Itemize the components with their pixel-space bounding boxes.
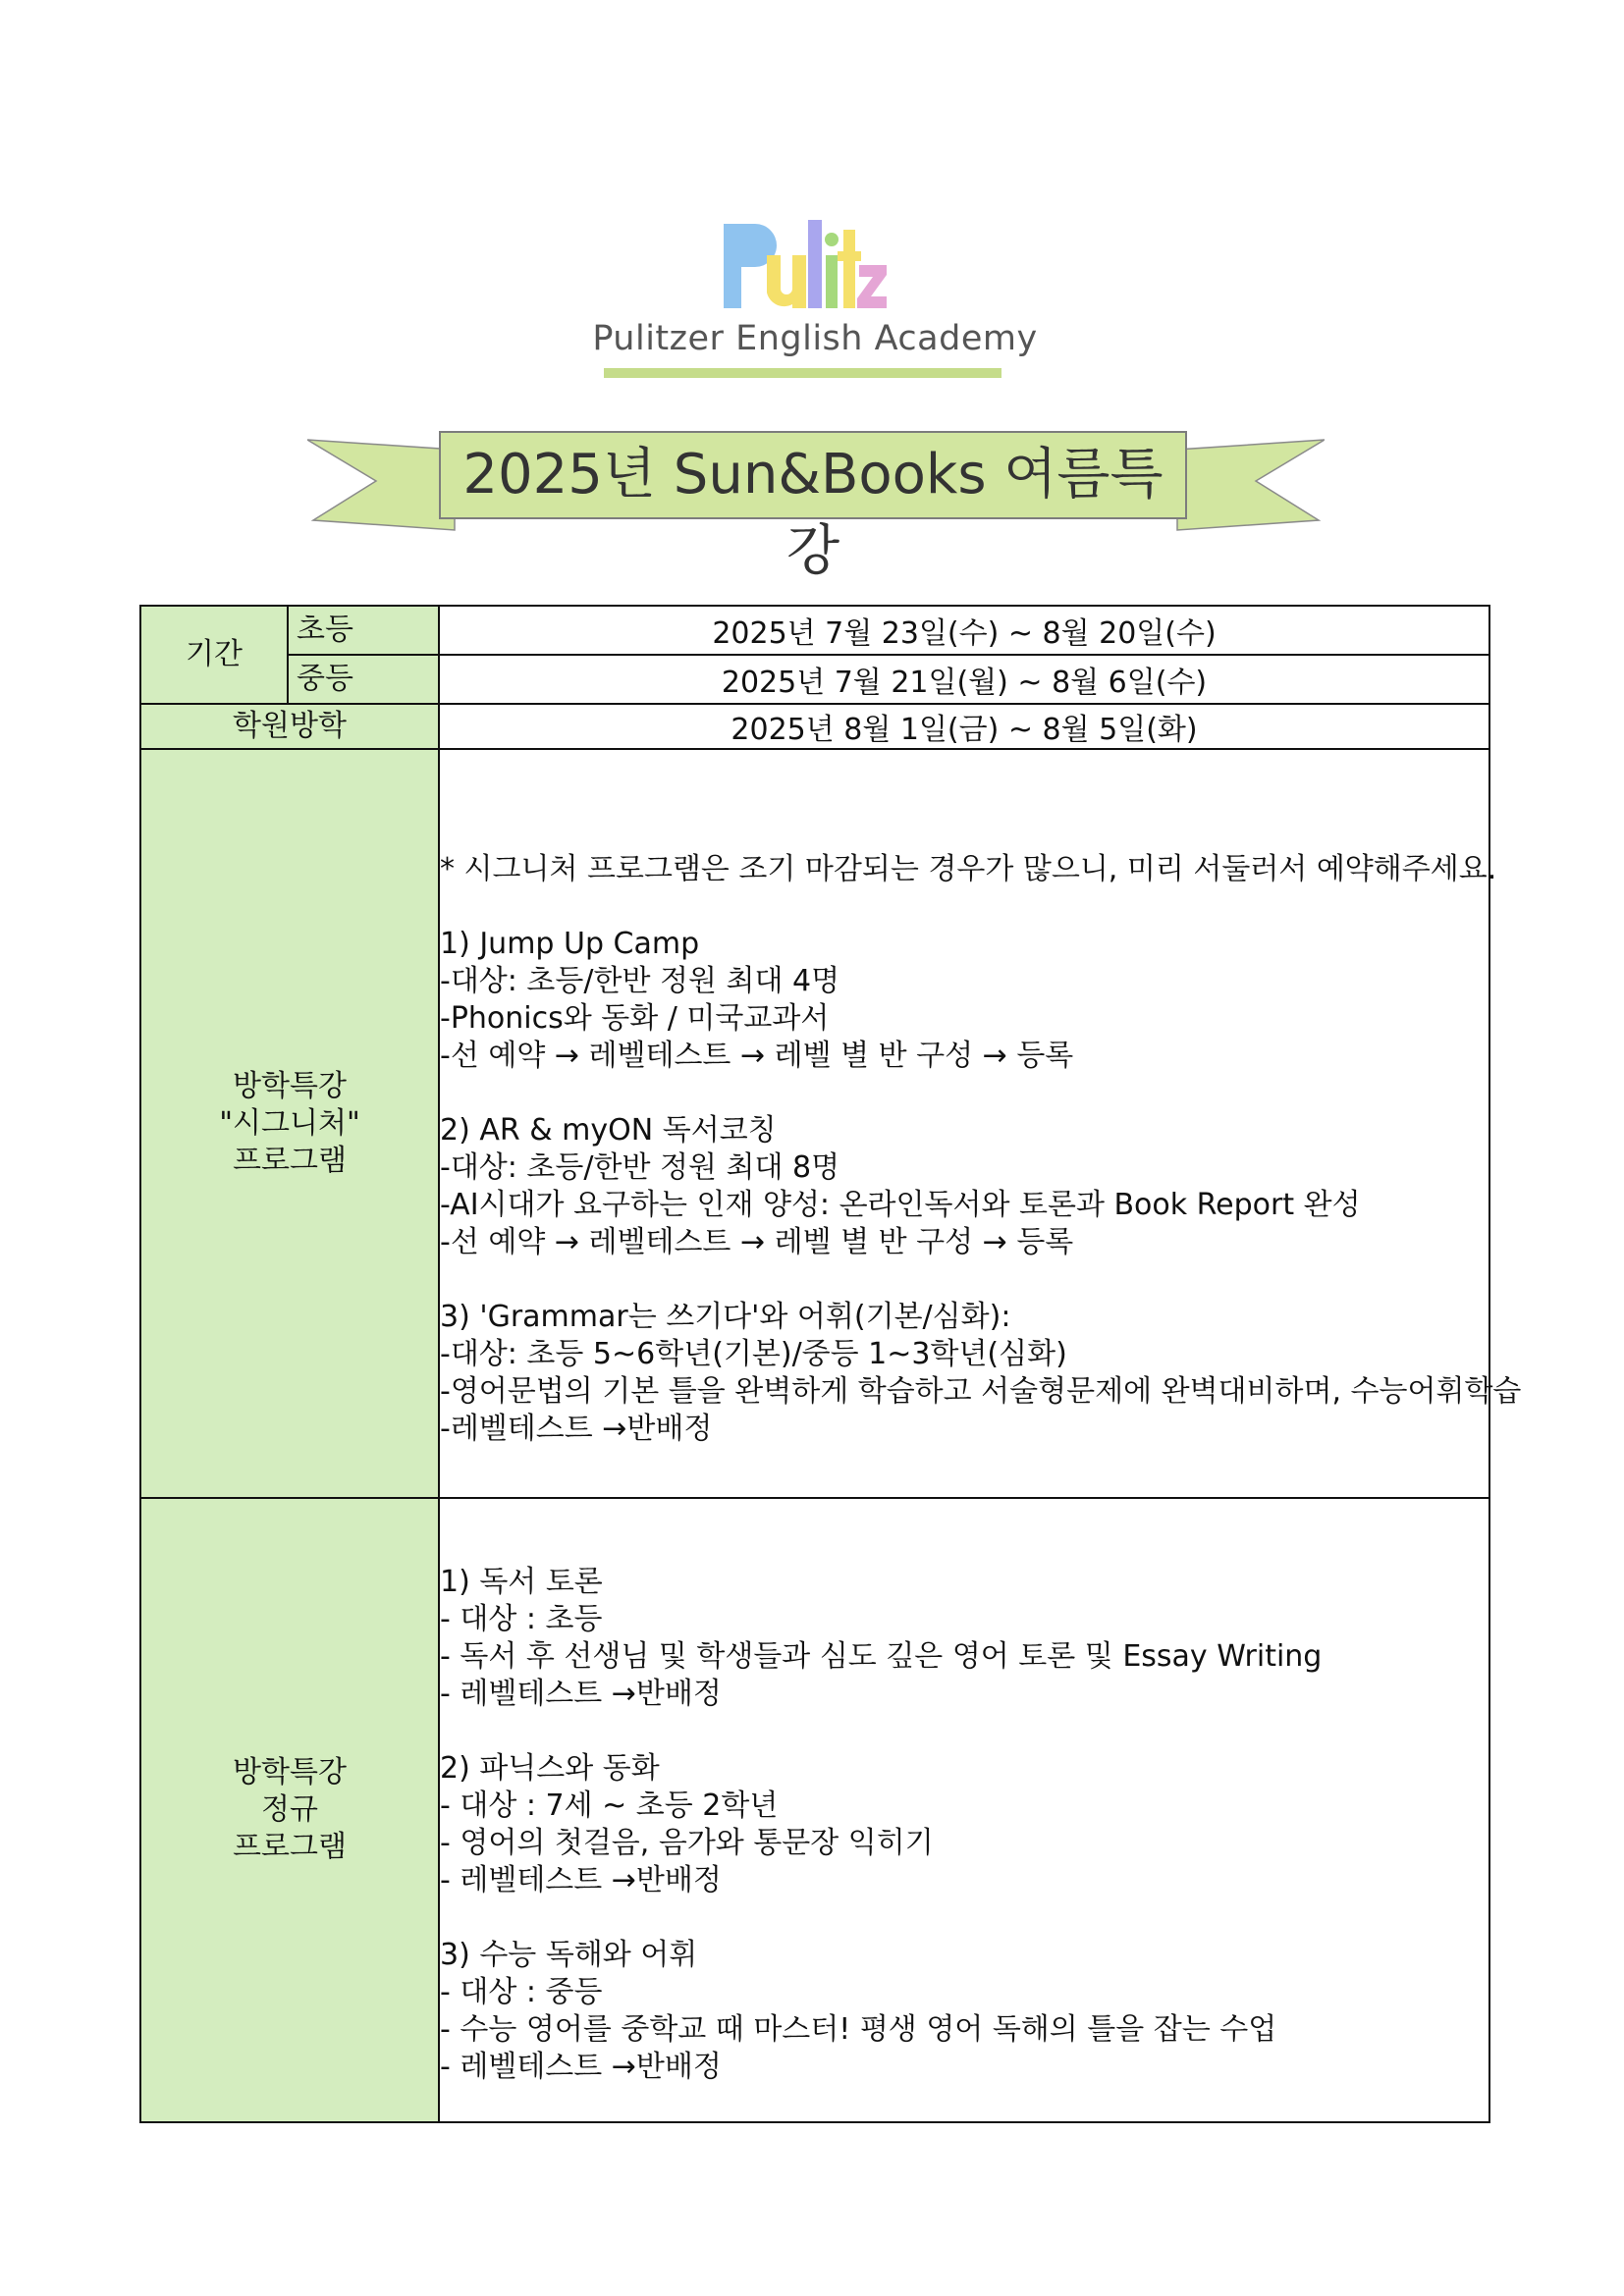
academy-logo	[589, 216, 1041, 383]
signature-line: 1) Jump Up Camp	[440, 926, 700, 961]
line-gap	[440, 1899, 1489, 1937]
signature-line: * 시그니처 프로그램은 조기 마감되는 경우가 많으니, 미리 서둘러서 예약해주세요.	[440, 851, 1497, 886]
regular-label-line: 방학특강	[233, 1755, 347, 1789]
signature-program-row	[140, 749, 1489, 1498]
signature-line: -영어문법의 기본 틀을 완벽하게 학습하고 서술형문제에 완벽대비하며, 수능어휘학습	[440, 1373, 1522, 1409]
line-gap	[440, 1075, 1489, 1112]
regular-line: - 레벨테스트 →반배정	[440, 1677, 722, 1711]
signature-line: -대상: 초등/한반 정원 최대 4명	[440, 963, 840, 998]
regular-program-content	[439, 1498, 1489, 2122]
signature-line: -대상: 초등 5~6학년(기본)/중등 1~3학년(심화)	[440, 1336, 1067, 1371]
elementary-label: 초등	[288, 606, 439, 655]
schedule-table	[139, 605, 1522, 2123]
regular-line: - 수능 영어를 중학교 때 마스터! 평생 영어 독해의 틀을 잡는 수업	[440, 2012, 1277, 2047]
logo-underline	[604, 368, 1001, 378]
academy-break-row	[140, 704, 1489, 749]
signature-label-line: 프로그램	[233, 1143, 347, 1178]
signature-program-label	[140, 749, 439, 1498]
signature-line: -대상: 초등/한반 정원 최대 8명	[440, 1149, 840, 1185]
pulitz-logo-mark	[722, 216, 889, 314]
line-gap	[440, 1261, 1489, 1299]
elementary-period-row	[140, 606, 1489, 655]
signature-line: -레벨테스트 →반배정	[440, 1411, 713, 1446]
regular-label-line: 정규	[261, 1792, 318, 1827]
signature-line: -선 예약 → 레벨테스트 → 레벨 별 반 구성 → 등록	[440, 1038, 1074, 1073]
banner-title: 2025년 Sun&Books 여름특강	[462, 443, 1164, 583]
regular-line: - 레벨테스트 →반배정	[440, 1863, 722, 1897]
line-gap	[440, 888, 1489, 926]
signature-line: 3) 'Grammar는 쓰기다'와 어휘(기본/심화):	[440, 1299, 1011, 1334]
regular-line: - 독서 후 선생님 및 학생들과 심도 깊은 영어 토론 및 Essay Writing	[440, 1639, 1323, 1674]
regular-line: 2) 파닉스와 동화	[440, 1751, 660, 1786]
middle-period: 2025년 7월 21일(월) ~ 8월 6일(수)	[439, 655, 1489, 704]
academy-break-label: 학원방학	[140, 704, 439, 749]
regular-label-line: 프로그램	[233, 1830, 347, 1864]
signature-line: -선 예약 → 레벨테스트 → 레벨 별 반 구성 → 등록	[440, 1224, 1074, 1259]
regular-program-label	[140, 1498, 439, 2122]
regular-line: - 대상 : 7세 ~ 초등 2학년	[440, 1789, 779, 1823]
academy-break-period: 2025년 8월 1일(금) ~ 8월 5일(화)	[439, 704, 1489, 749]
regular-program-row	[140, 1498, 1489, 2122]
line-gap	[440, 1713, 1489, 1750]
signature-program-content	[439, 749, 1522, 1498]
signature-line: -AI시대가 요구하는 인재 양성: 온라인독서와 토론과 Book Report 완성	[440, 1187, 1361, 1222]
regular-line: - 영어의 첫걸음, 음가와 통문장 익히기	[440, 1826, 934, 1860]
signature-label-line: "시그니처"	[219, 1105, 360, 1141]
regular-line: 1) 독서 토론	[440, 1565, 603, 1599]
signature-label-line: 방학특강	[233, 1068, 347, 1103]
signature-line: 2) AR & myON 독서코칭	[440, 1112, 777, 1148]
regular-line: - 레벨테스트 →반배정	[440, 2050, 722, 2084]
period-label: 기간	[140, 606, 288, 704]
elementary-period: 2025년 7월 23일(수) ~ 8월 20일(수)	[439, 606, 1489, 655]
signature-line: -Phonics와 동화 / 미국교과서	[440, 1000, 830, 1036]
academy-name: Pulitzer English Academy	[592, 319, 1038, 358]
middle-period-row	[140, 655, 1489, 704]
middle-label: 중등	[288, 655, 439, 704]
title-banner	[307, 422, 1325, 583]
regular-line: - 대상 : 중등	[440, 1975, 603, 2009]
regular-line: 3) 수능 독해와 어휘	[440, 1938, 698, 1972]
regular-line: - 대상 : 초등	[440, 1602, 603, 1636]
